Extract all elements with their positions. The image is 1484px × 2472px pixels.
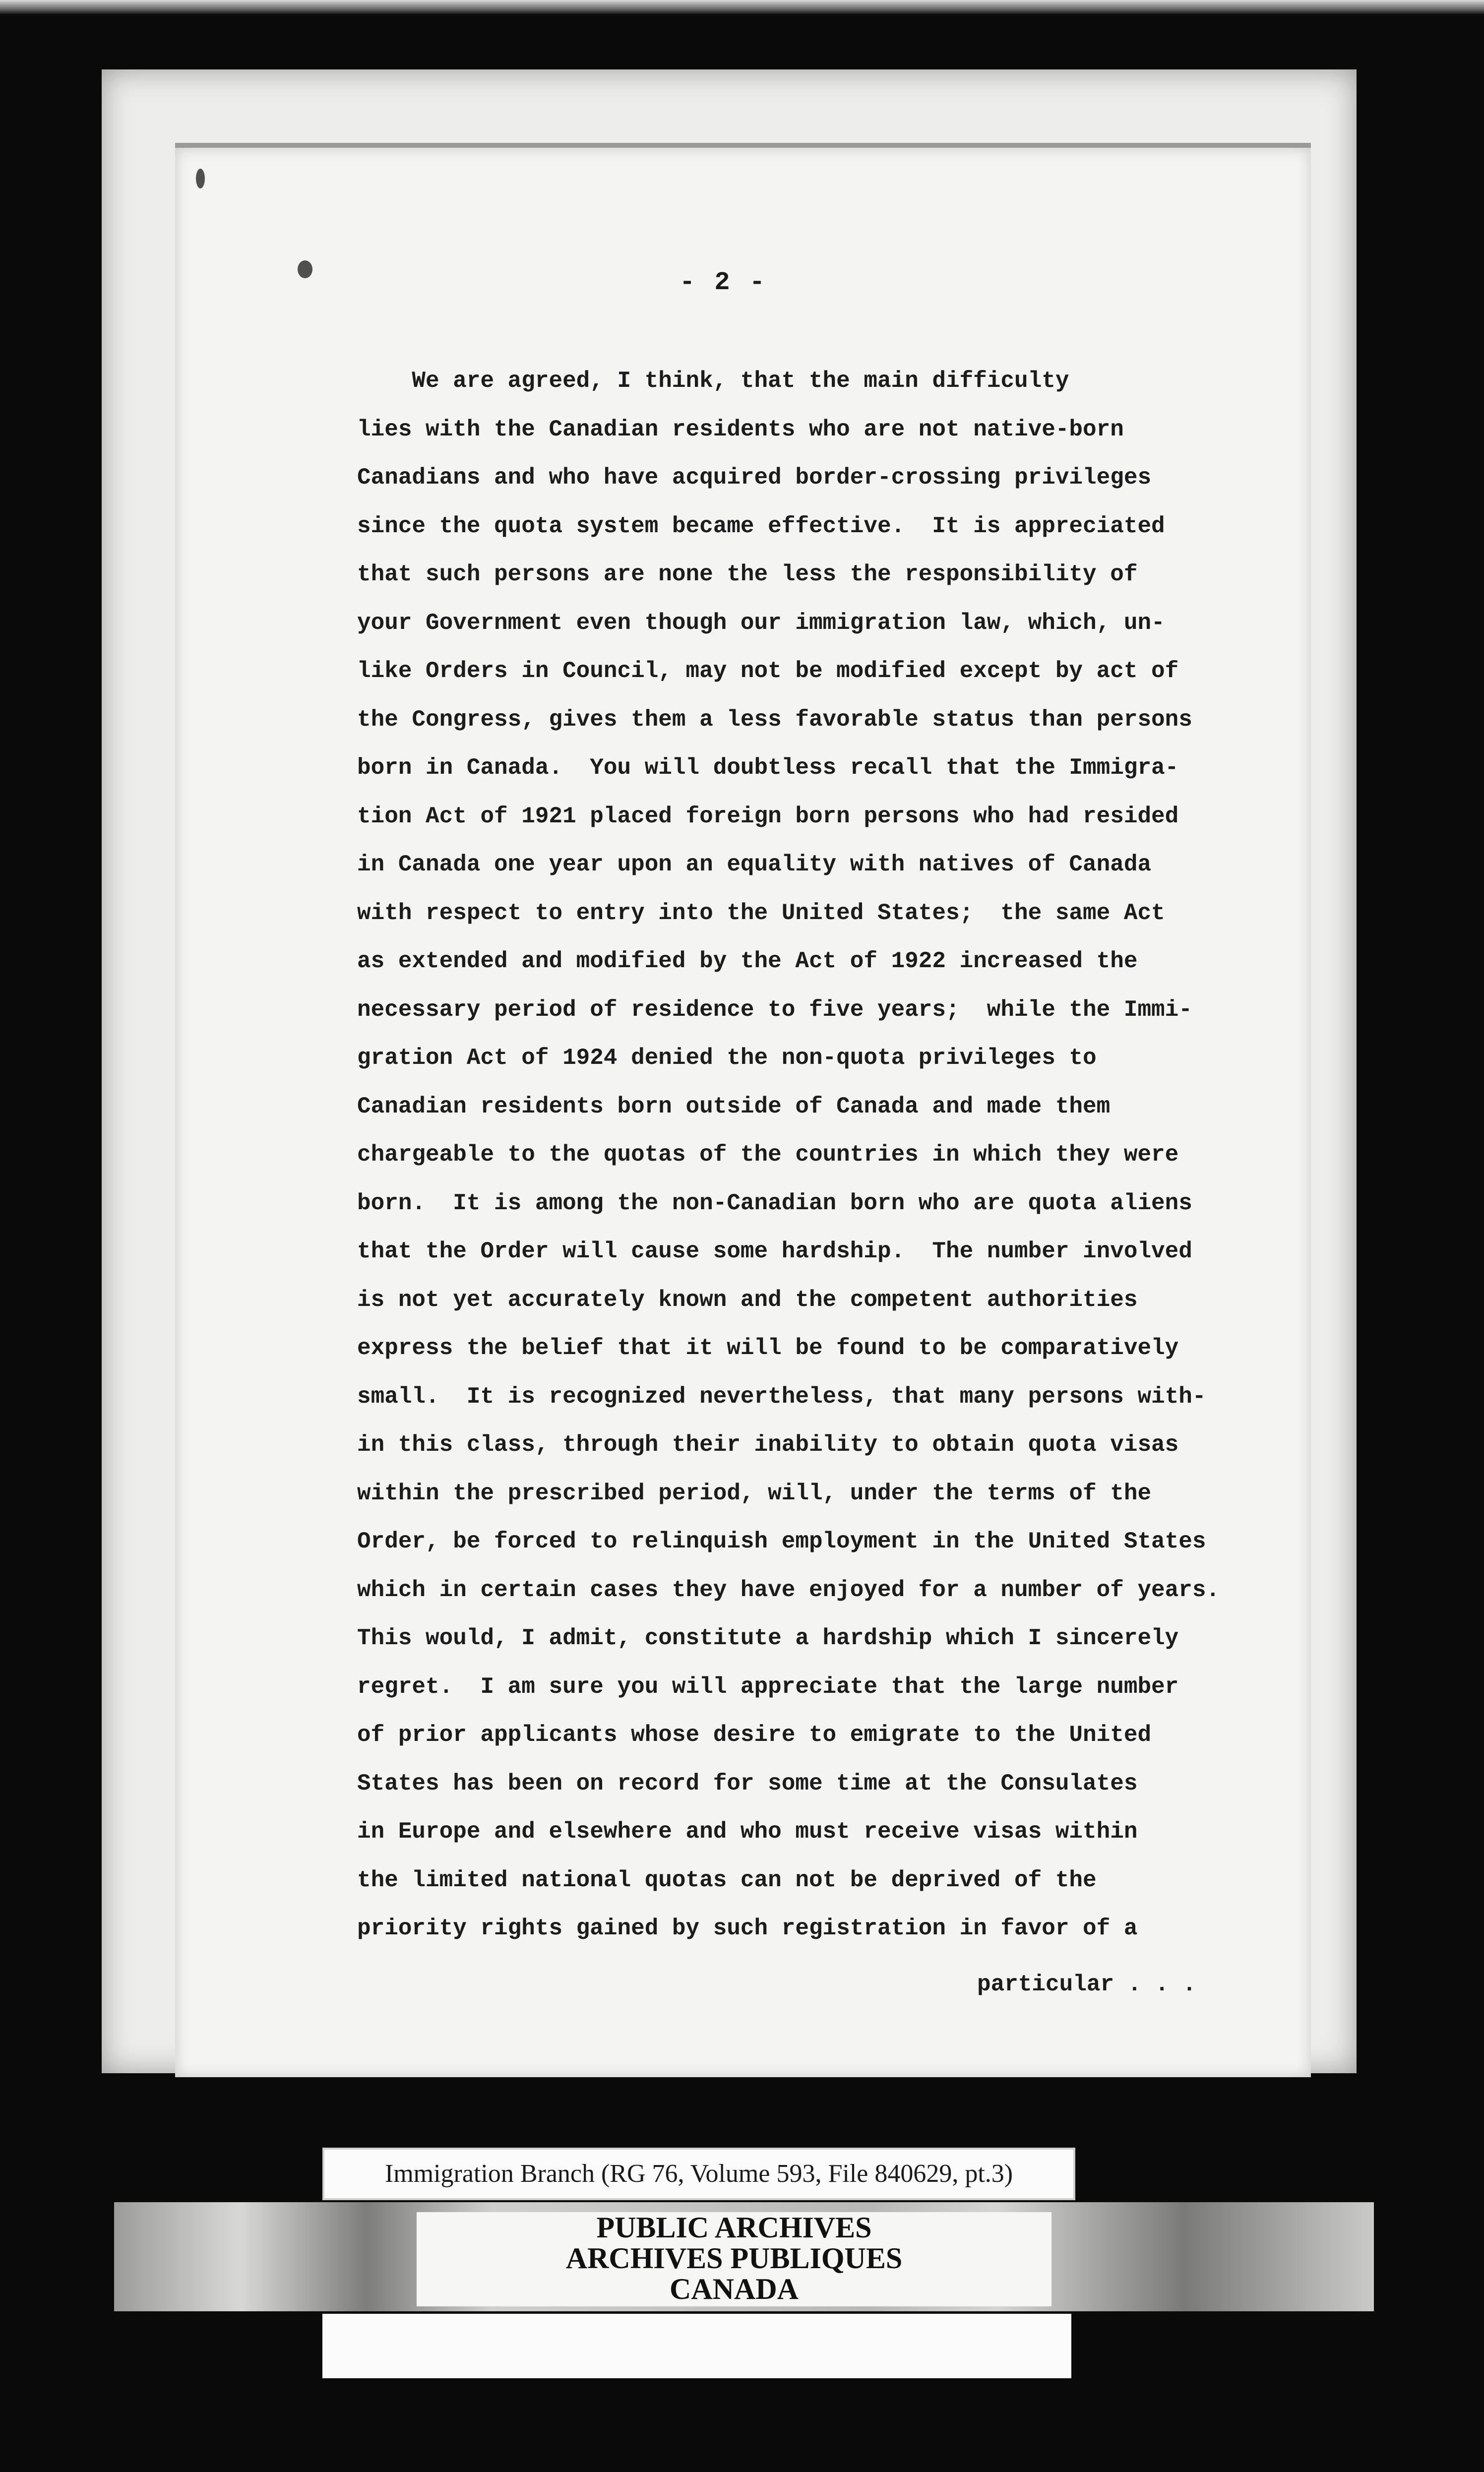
letter-line: like Orders in Council, may not be modified except by act of [357, 658, 1179, 684]
letter-line: This would, I admit, constitute a hardship which I sincerely [357, 1625, 1179, 1651]
letter-line: the limited national quotas can not be deprived of the [357, 1867, 1097, 1893]
ink-blot [298, 260, 312, 278]
stamp-line: CANADA [670, 2273, 799, 2305]
archive-stamp [417, 2212, 1051, 2306]
letter-line: is not yet accurately known and the competent authorities [357, 1287, 1138, 1313]
letter-line: your Government even though our immigration law, which, un- [357, 610, 1165, 636]
letter-line: regret. I am sure you will appreciate that the large number [357, 1673, 1179, 1700]
letter-line: small. It is recognized nevertheless, that many persons with- [357, 1383, 1206, 1410]
letter-line: gration Act of 1924 denied the non-quota privileges to [357, 1045, 1097, 1071]
letter-line: that the Order will cause some hardship. The number involved [357, 1238, 1192, 1264]
letter-line: in Europe and elsewhere and who must receive visas within [357, 1819, 1138, 1845]
letter-line: as extended and modified by the Act of 1922 increased the [357, 948, 1138, 974]
letter-line: the Congress, gives them a less favorable status than persons [357, 706, 1192, 733]
letter-line: Order, be forced to relinquish employment in the United States [357, 1529, 1206, 1554]
page-number: - 2 - [680, 268, 767, 297]
film-edge [0, 0, 1484, 15]
letter-line: lies with the Canadian residents who are not native-born [357, 416, 1124, 442]
letter-line: Canadian residents born outside of Canada and made them [357, 1093, 1111, 1119]
letter-line: We are agreed, I think, that the main difficulty [357, 368, 1069, 394]
letter-line: Canadians and who have acquired border-crossing privileges [357, 465, 1152, 491]
letter-line: since the quota system became effective. It is appreciated [357, 513, 1165, 539]
letter-line: priority rights gained by such registration in favor of a [357, 1916, 1138, 1941]
stamp-line: ARCHIVES PUBLIQUES [565, 2242, 903, 2275]
letter-line: of prior applicants whose desire to emigrate to the United [357, 1722, 1152, 1748]
letter-line: express the belief that it will be found to be comparatively [357, 1335, 1179, 1361]
letter-line: in Canada one year upon an equality with natives of Canada [357, 852, 1152, 877]
archive-caption: Immigration Branch (RG 76, Volume 593, File 840629, pt.3) [322, 2148, 1075, 2200]
letter-body [357, 357, 1299, 1953]
letter-line: born. It is among the non-Canadian born who are quota aliens [357, 1190, 1192, 1216]
continuation-word: particular . . . [977, 1972, 1196, 1997]
letter-line: necessary period of residence to five years; while the Immi- [357, 996, 1192, 1023]
letter-line: in this class, through their inability to obtain quota visas [357, 1432, 1179, 1458]
letter-line: tion Act of 1921 placed foreign born persons who had resided [357, 803, 1179, 829]
letter-line: States has been on record for some time at the Consulates [357, 1770, 1138, 1796]
ink-blot [196, 169, 205, 188]
letter-line: that such persons are none the less the responsibility of [357, 561, 1138, 587]
stamp-line: PUBLIC ARCHIVES [596, 2211, 872, 2244]
letter-line: which in certain cases they have enjoyed for a number of years. [357, 1577, 1220, 1603]
stamp-blank-area [322, 2314, 1071, 2378]
letter-line: born in Canada. You will doubtless recall that the Immigra- [357, 755, 1179, 781]
letter-line: within the prescribed period, will, under the terms of the [357, 1480, 1152, 1506]
letter-line: with respect to entry into the United States; the same Act [357, 900, 1165, 926]
letter-line: chargeable to the quotas of the countries in which they were [357, 1142, 1179, 1168]
